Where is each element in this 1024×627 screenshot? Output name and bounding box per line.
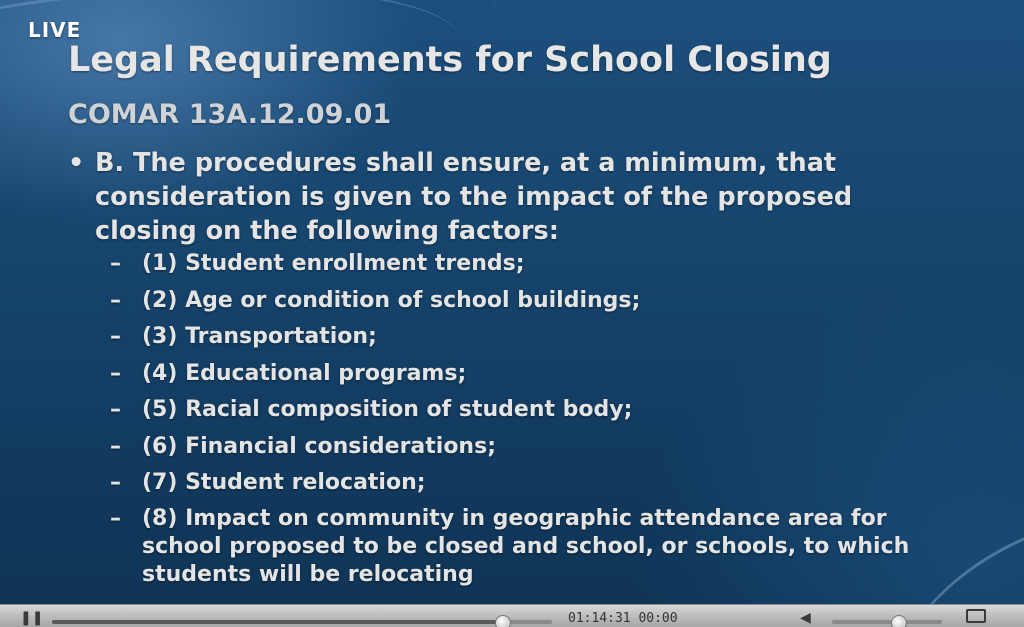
factor-item <box>110 286 970 323</box>
dash-icon: – <box>110 470 121 495</box>
factor-item <box>110 359 970 396</box>
factor-item <box>110 249 970 286</box>
factors-list <box>110 249 970 589</box>
factor-text: (5) Racial composition of student body; <box>142 397 633 422</box>
speaker-icon[interactable]: ◀ <box>800 610 811 626</box>
factor-text: (2) Age or condition of school buildings; <box>142 287 641 313</box>
factor-item <box>110 322 970 359</box>
slide-subtitle: COMAR 13A.12.09.01 <box>68 99 392 130</box>
dash-icon: – <box>110 433 121 459</box>
pause-icon[interactable]: ❚❚ <box>20 610 44 626</box>
dash-icon: – <box>110 505 121 531</box>
factor-item <box>110 432 970 469</box>
factor-item <box>110 395 970 432</box>
volume-slider[interactable] <box>832 620 942 624</box>
factor-text: (8) Impact on community in geographic attendance area for school proposed to be closed and school, or schools, to which students will be relocating <box>142 505 910 587</box>
fullscreen-icon[interactable] <box>966 609 986 623</box>
bullet-item <box>68 146 948 248</box>
bullet-icon: • <box>68 148 85 178</box>
dash-icon: – <box>110 360 121 386</box>
bullet-text: B. The procedures shall ensure, at a minimum, that consideration is given to the impact of the proposed closing on the following factors: <box>95 148 853 246</box>
volume-handle[interactable] <box>891 615 907 627</box>
live-badge: LIVE <box>28 18 82 42</box>
factor-item <box>110 505 970 589</box>
seek-bar[interactable] <box>52 620 552 624</box>
seek-handle[interactable] <box>495 615 511 627</box>
player-control-bar <box>0 604 1024 627</box>
slide-title: Legal Requirements for School Closing <box>68 40 832 80</box>
dash-icon: – <box>110 287 121 313</box>
factor-text: (1) Student enrollment trends; <box>142 251 525 276</box>
dash-icon: – <box>110 251 121 276</box>
factor-text: (6) Financial considerations; <box>142 433 496 459</box>
seek-progress <box>52 620 502 624</box>
factor-item <box>110 468 970 505</box>
factor-text: (7) Student relocation; <box>142 470 426 495</box>
dash-icon: – <box>110 397 121 422</box>
time-display: 01:14:31 00:00 <box>568 611 678 626</box>
factor-text: (3) Transportation; <box>142 324 377 349</box>
dash-icon: – <box>110 324 121 349</box>
factor-text: (4) Educational programs; <box>142 360 467 386</box>
